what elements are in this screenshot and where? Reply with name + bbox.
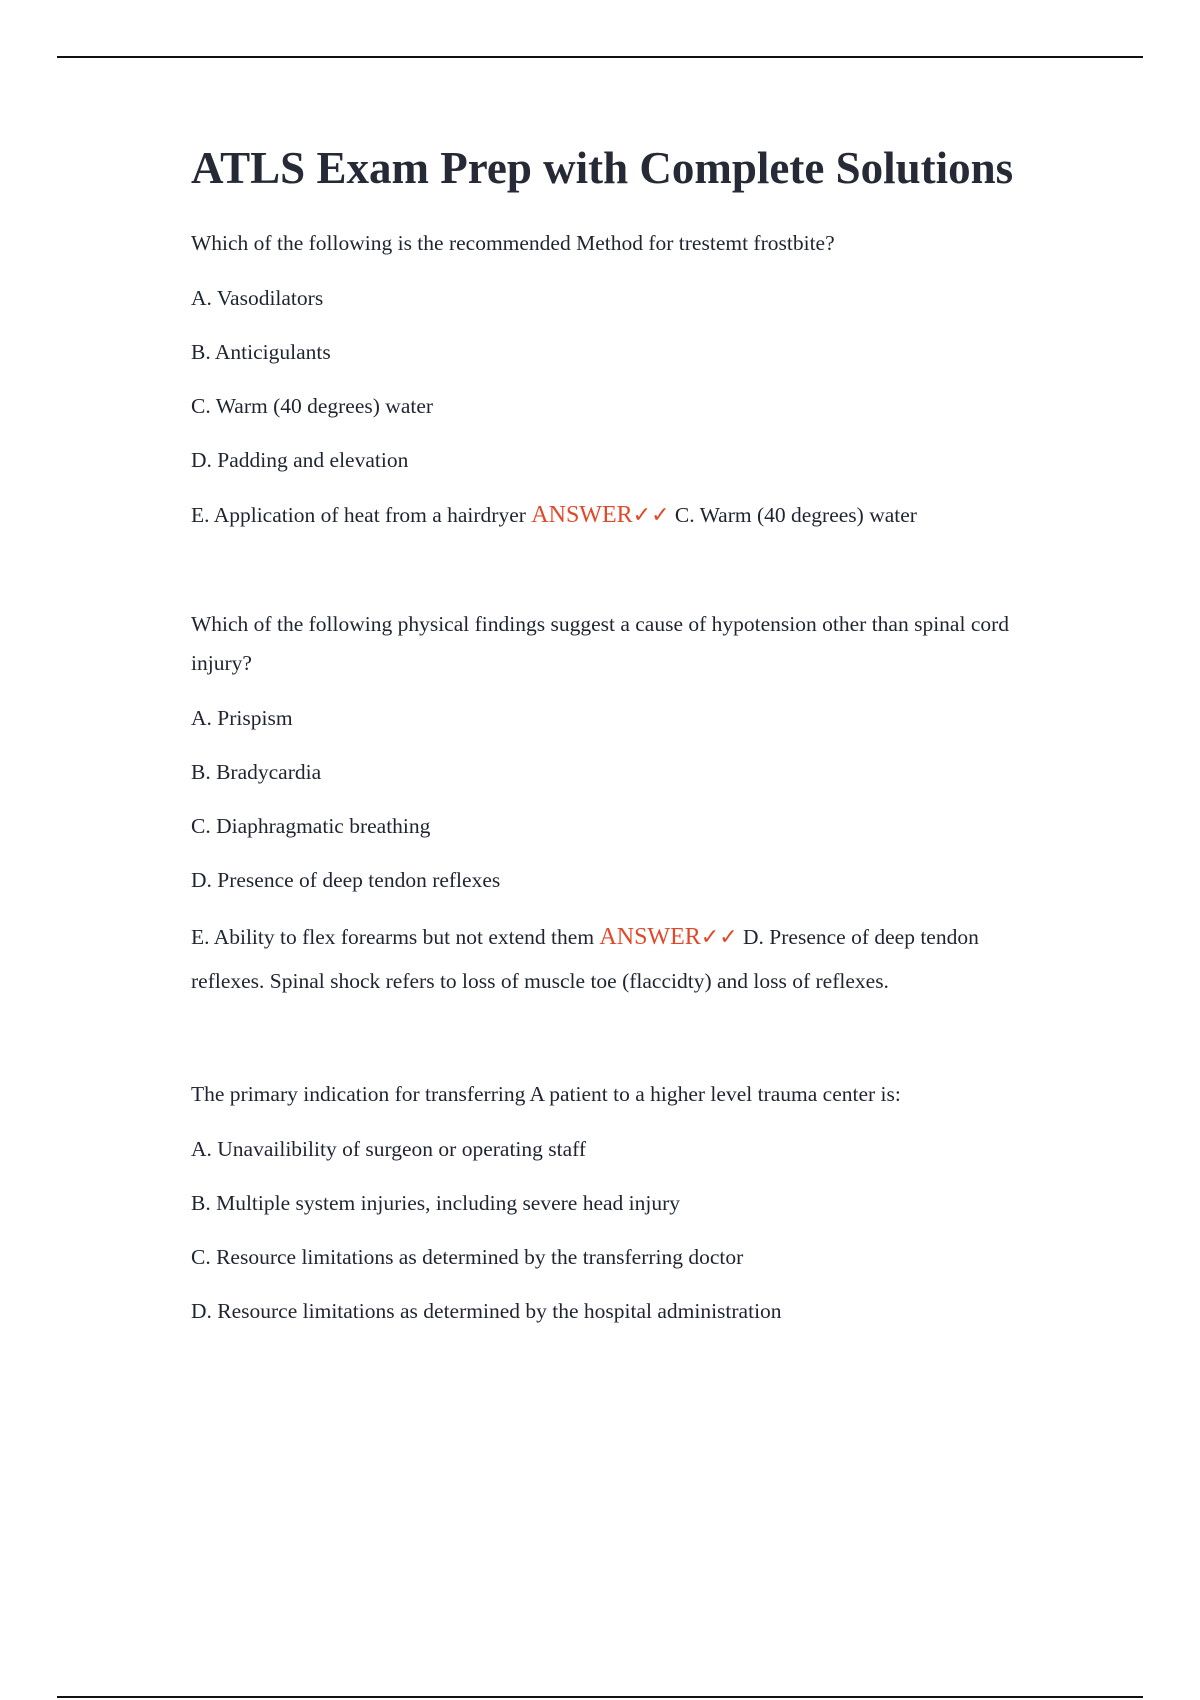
answer-option: A. Prispism	[191, 706, 293, 730]
answer-option: D. Presence of deep tendon reflexes	[191, 868, 501, 892]
answer-label: ANSWER	[531, 502, 633, 528]
answer-option-text: E. Application of heat from a hairdryer	[191, 503, 526, 527]
checkmark-icon: ✓✓	[632, 502, 670, 527]
solution-text: C. Warm (40 degrees) water	[674, 503, 917, 527]
document-title: ATLS Exam Prep with Complete Solutions	[191, 143, 1014, 193]
question-text: The primary indication for transferring A patient to a higher level trauma center is:	[191, 1082, 901, 1106]
answer-option: A. Unavailibility of surgeon or operating staff	[191, 1137, 587, 1161]
answer-option: C. Diaphragmatic breathing	[191, 814, 431, 838]
answer-option: C. Resource limitations as determined by the transferring doctor	[191, 1245, 744, 1269]
answer-option: D. Resource limitations as determined by the hospital administration	[191, 1299, 782, 1323]
checkmark-icon: ✓✓	[700, 924, 738, 949]
bottom-rule	[57, 1696, 1143, 1698]
question-text: Which of the following is the recommended Method for trestemt frostbite?	[191, 231, 835, 255]
question-block	[191, 1075, 1051, 1331]
answer-option: B. Anticigulants	[191, 340, 331, 364]
answer-option: C. Warm (40 degrees) water	[191, 394, 434, 418]
answer-label: ANSWER	[599, 924, 701, 950]
answer-option: D. Padding and elevation	[191, 448, 409, 472]
answer-option: A. Vasodilators	[191, 286, 324, 310]
question-text: Which of the following physical findings suggest a cause of hypotension other than spinal cord injury?	[191, 612, 1010, 675]
answer-option: B. Multiple system injuries, including severe head injury	[191, 1191, 681, 1215]
answer-option: B. Bradycardia	[191, 760, 322, 784]
answer-option-text: E. Ability to flex forearms but not extend them	[191, 925, 595, 949]
answer-option-with-solution	[191, 495, 1051, 535]
question-block	[191, 224, 1051, 535]
solution-text: D. Presence of deep tendon reflexes. Spinal shock refers to loss of muscle toe (flaccidty) and loss of reflexes.	[191, 925, 979, 993]
top-rule	[57, 56, 1143, 58]
answer-option-with-solution	[191, 915, 1051, 1003]
question-block	[191, 605, 1051, 1003]
document-body	[191, 130, 1051, 1331]
